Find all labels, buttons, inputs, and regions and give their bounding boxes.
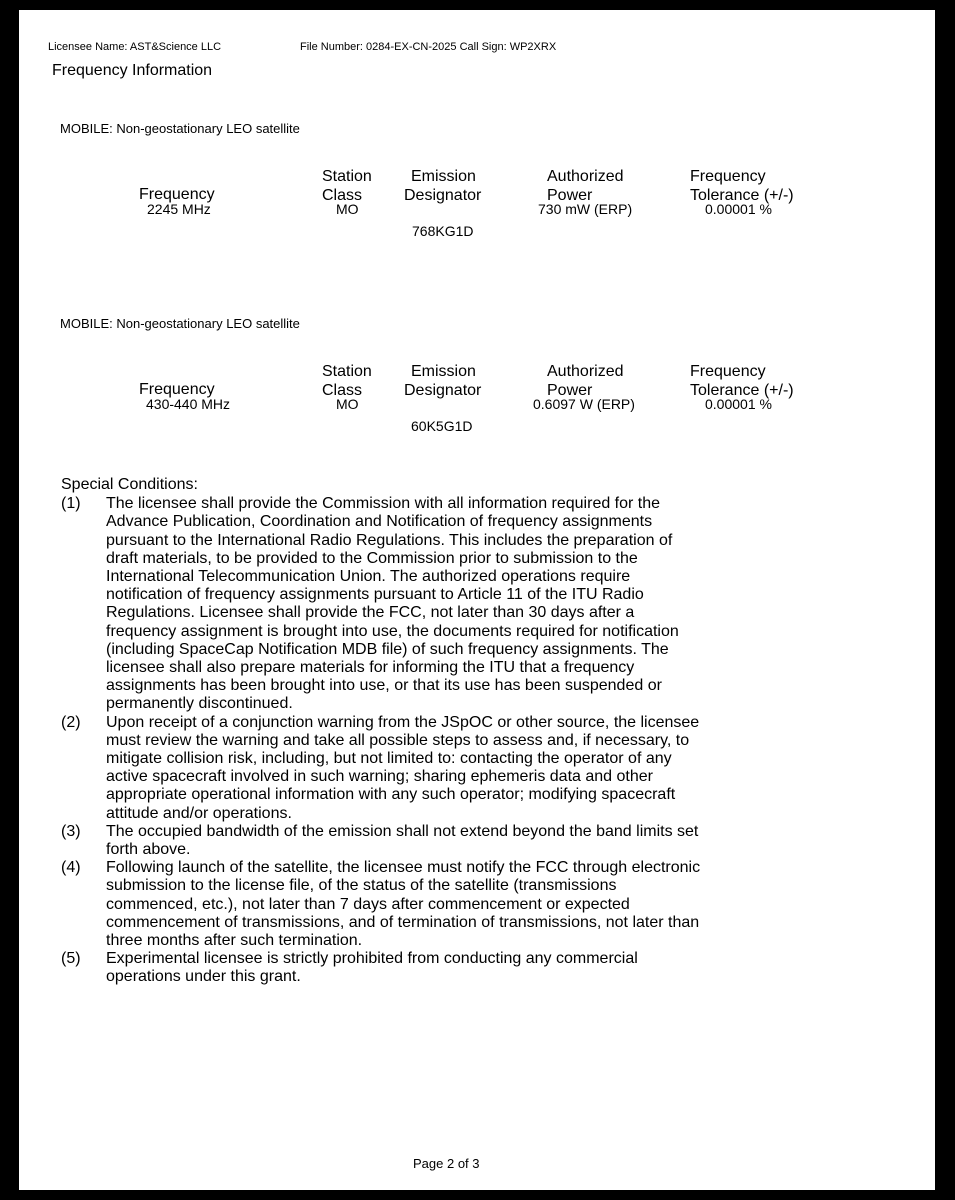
col-emission-header: Emission Designator: [404, 363, 482, 399]
col-emission-header: Emission Designator: [404, 168, 482, 204]
col-tolerance-header: Frequency Tolerance (+/-): [690, 363, 794, 399]
condition-line: (including SpaceCap Notification MDB file) of such frequency assignments. The: [106, 640, 669, 658]
tolerance-value: 0.00001 %: [705, 201, 772, 217]
condition-line: mitigate collision risk, including, but not limited to: contacting the operator of any: [106, 750, 672, 768]
col-tolerance-header: Frequency Tolerance (+/-): [690, 168, 794, 204]
condition-line: submission to the license file, of the status of the satellite (transmissions: [106, 877, 617, 895]
col-power-header: Authorized Power: [547, 168, 624, 204]
frequency-value: 430-440 MHz: [146, 396, 231, 412]
service-label: MOBILE: Non-geostationary LEO satellite: [60, 121, 300, 136]
file-and-call-sign: File Number: 0284-EX-CN-2025 Call Sign: WP2XRX: [300, 41, 557, 53]
col-frequency-header: Frequency: [139, 186, 215, 203]
condition-item-5: [61, 950, 741, 986]
condition-line: Advance Publication, Coordination and Notification of frequency assignments: [106, 513, 653, 531]
station-class-value: MO: [336, 201, 359, 217]
condition-line: commencement of transmissions, and of termination of transmissions, not later than: [106, 913, 700, 931]
condition-line: must review the warning and take all possible steps to assess and, if necessary, to: [106, 731, 690, 749]
page-number: Page 2 of 3: [413, 1156, 480, 1171]
condition-line: Following launch of the satellite, the licensee must notify the FCC through electronic: [106, 859, 701, 877]
condition-line: draft materials, to be provided to the Commission prior to submission to the: [106, 549, 638, 567]
condition-number: (2): [61, 713, 81, 731]
col-frequency-header: Frequency: [139, 381, 215, 398]
condition-line: Upon receipt of a conjunction warning from the JSpOC or other source, the licensee: [106, 713, 700, 731]
condition-line: frequency assignment is brought into use, the documents required for notification: [106, 622, 679, 640]
condition-line: forth above.: [106, 841, 191, 859]
license-page: [19, 10, 935, 1190]
condition-line: pursuant to the International Radio Regulations. This includes the preparation of: [106, 531, 673, 549]
station-class-value: MO: [336, 396, 359, 412]
condition-line: operations under this grant.: [106, 968, 301, 986]
condition-number: (1): [61, 495, 81, 513]
condition-item-3: [61, 823, 741, 859]
condition-line: Experimental licensee is strictly prohibited from conducting any commercial: [106, 950, 638, 968]
condition-line: attitude and/or operations.: [106, 804, 292, 822]
special-conditions-title: Special Conditions:: [61, 476, 198, 493]
service-label: MOBILE: Non-geostationary LEO satellite: [60, 316, 300, 331]
tolerance-value: 0.00001 %: [705, 396, 772, 412]
power-value: 0.6097 W (ERP): [533, 396, 635, 412]
condition-line: notification of frequency assignments pursuant to Article 11 of the ITU Radio: [106, 586, 644, 604]
condition-line: permanently discontinued.: [106, 695, 293, 713]
power-value: 730 mW (ERP): [538, 201, 633, 217]
col-power-header: Authorized Power: [547, 363, 624, 399]
emission-designator-value: 60K5G1D: [411, 418, 473, 434]
col-station-class-header: Station Class: [322, 363, 372, 399]
condition-line: commenced, etc.), not later than 7 days after commencement or expected: [106, 895, 630, 913]
condition-line: International Telecommunication Union. The authorized operations require: [106, 568, 631, 586]
condition-number: (3): [61, 822, 81, 840]
section-title: Frequency Information: [52, 62, 213, 79]
special-conditions: [61, 476, 741, 987]
condition-item-1: [61, 495, 741, 713]
condition-item-4: [61, 859, 741, 950]
condition-number: (4): [61, 859, 81, 877]
condition-line: assignments has been brought into use, or that its use has been suspended or: [106, 677, 662, 695]
condition-line: Regulations. Licensee shall provide the FCC, not later than 30 days after a: [106, 604, 635, 622]
frequency-value: 2245 MHz: [147, 201, 211, 217]
condition-number: (5): [61, 950, 81, 968]
condition-line: The occupied bandwidth of the emission shall not extend beyond the band limits set: [106, 822, 699, 840]
condition-item-2: [61, 714, 741, 823]
condition-line: licensee shall also prepare materials for informing the ITU that a frequency: [106, 659, 635, 677]
licensee-name: Licensee Name: AST&Science LLC: [48, 41, 222, 53]
col-station-class-header: Station Class: [322, 168, 372, 204]
condition-line: appropriate operational information with any such operator; modifying spacecraft: [106, 786, 676, 804]
condition-line: The licensee shall provide the Commission with all information required for the: [106, 495, 661, 513]
condition-line: active spacecraft involved in such warning; sharing ephemeris data and other: [106, 768, 653, 786]
emission-designator-value: 768KG1D: [412, 223, 474, 239]
condition-line: three months after such termination.: [106, 932, 363, 950]
